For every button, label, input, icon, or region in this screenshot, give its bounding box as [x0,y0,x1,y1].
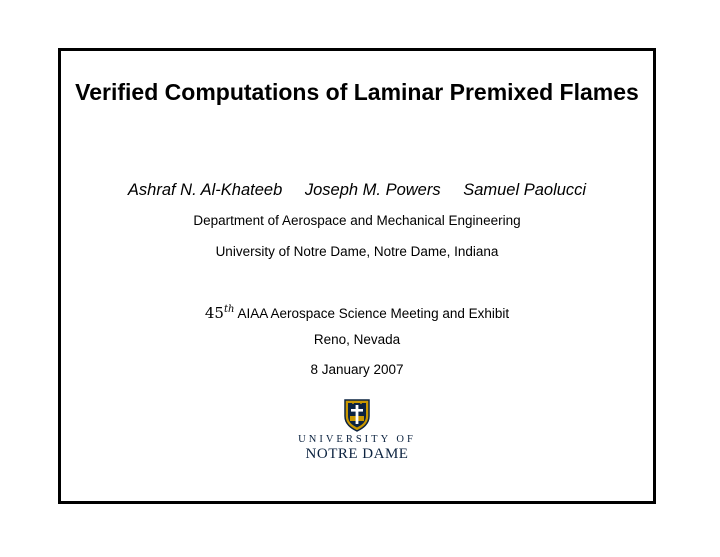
university-text: University of Notre Dame, Notre Dame, Indiana [215,244,499,259]
conference-date: 8 January 2007 [310,362,404,377]
logo-notre-dame: NOTRE DAME [305,446,409,462]
conference-location: Reno, Nevada [313,332,401,347]
author-list [61,181,653,200]
slide-title: Verified Computations of Laminar Premixed Flames [75,79,639,105]
conference-line [61,304,653,322]
slide-frame [58,48,656,504]
conference-ordinal [205,304,235,322]
notre-dame-crest-icon [343,398,371,432]
university-logo [61,398,653,462]
department-text: Department of Aerospace and Mechanical Engineering [193,213,521,228]
logo-university-of: UNIVERSITY OF [298,434,416,445]
author-name: Joseph M. Powers [304,181,441,199]
author-name: Ashraf N. Al-Khateeb [127,181,283,199]
ordinal-number: 45 [204,304,224,322]
ordinal-suffix: th [223,304,235,315]
slide-content [61,51,653,501]
author-name: Samuel Paolucci [463,181,587,199]
conference-name: AIAA Aerospace Science Meeting and Exhibit [237,306,510,321]
